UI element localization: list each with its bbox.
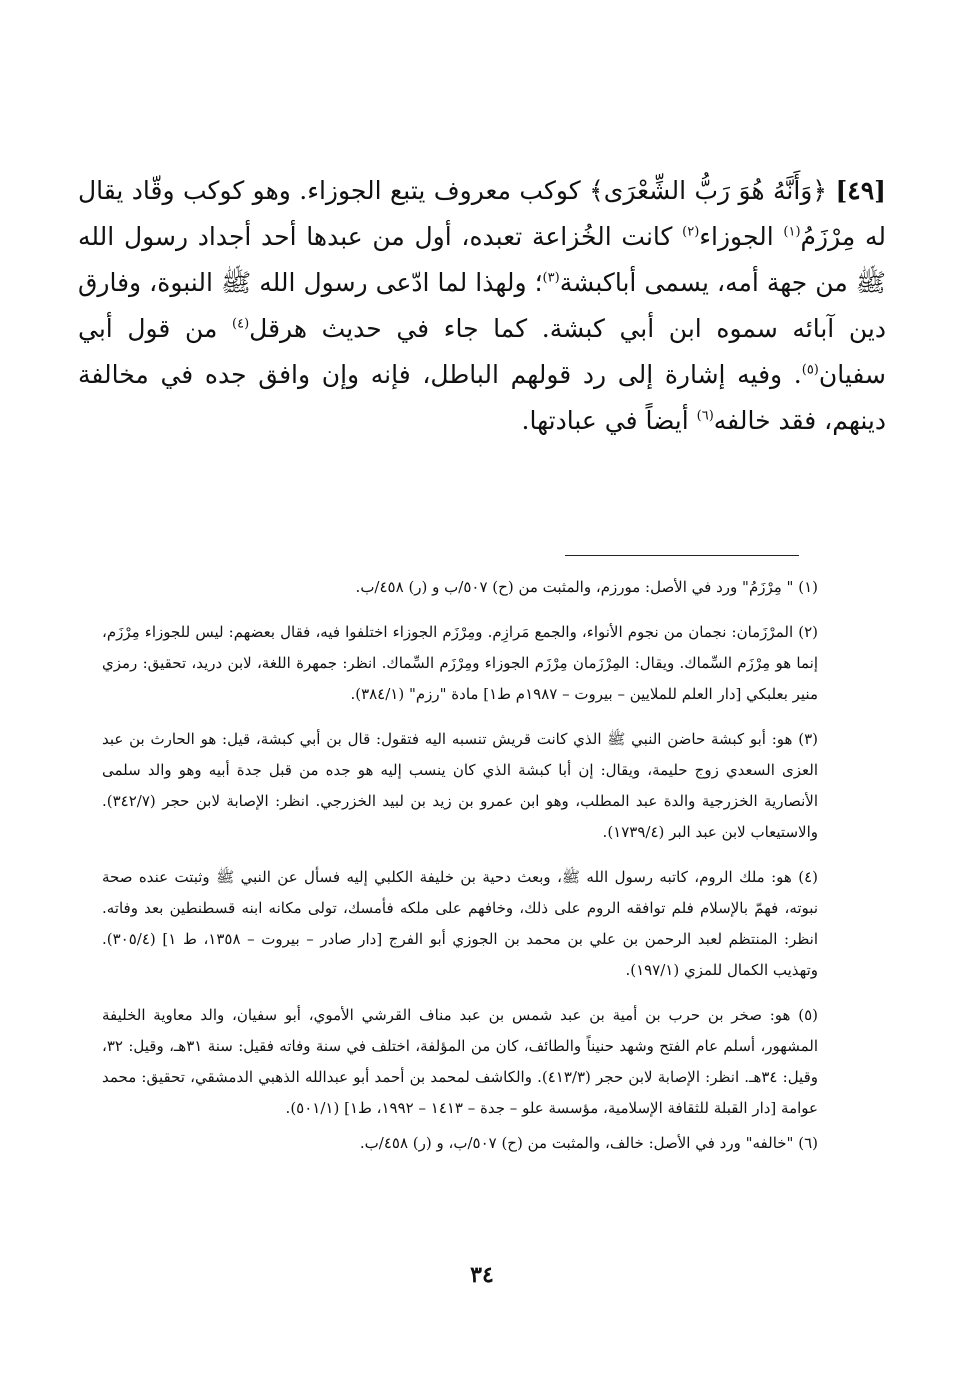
- text-segment: . وفيه إشارة إلى رد قولهم الباطل، فإنه وإن وافق جده في مخالفة دينهم، فقد خالفه: [78, 360, 886, 435]
- text-segment: من قول أبي سفيان: [78, 314, 886, 389]
- main-text-block: [78, 168, 886, 444]
- verse-number: [٤٩]: [835, 176, 886, 205]
- text-segment: أيضاً في عبادتها.: [521, 406, 697, 435]
- footnote-marker: (٥): [801, 362, 819, 378]
- footnote-marker: (٦): [696, 408, 714, 424]
- footnote-3: (٣) هو: أبو كبشة حاضن النبي ﷺ الذي كانت قريش تنسبه اليه فتقول: قال بن أبي كبشة، قيل: هو الحارث بن عبد العزى السعدي زوج حليمة، ويقال: إن أبا كبشة الذي كان ينسب إليه هو جده من قبل جدة أبيه وهو والد سلمى الأنصارية الخزرجية والدة عبد المطلب، وهو ابن عمرو بن زيد بن لبيد الخزرجي. انظر: الإصابة لابن حجر (٣٤٢/٧). والاستيعاب لابن عبد البر (١٧٣٩/٤).: [102, 730, 818, 841]
- footnote-5: (٥) هو: صخر بن حرب بن أمية بن عبد شمس بن عبد مناف القرشي الأموي، أبو سفيان، والد معاوية الخليفة المشهور، أسلم عام الفتح وشهد حنيناً والطائف، كان من المؤلفة، اختلف في سنة وفاته فقيل: سنة ٣١هـ، وقيل: ٣٢، وقيل: ٣٤هـ. انظر: الإصابة لابن حجر (٤١٣/٣). والكاشف لمحمد بن أحمد أبو عبدالله الذهبي الدمشقي، تحقيق: محمد عوامة [دار القبلة للثقافة الإسلامية، مؤسسة علو – جدة – ١٤١٣ – ١٩٩٢، ط١] (٥٠١/١).: [102, 1006, 819, 1117]
- text-segment: كانت الخُزاعة تعبده، أول من عبدها أحد أجداد رسول الله ﷺ من جهة أمه، يسمى أباكبشة: [78, 222, 886, 297]
- commentary-paragraph: [78, 168, 886, 444]
- text-segment: ؛ ولهذا لما ادّعى رسول الله ﷺ النبوة، وفارق دين آبائه سموه ابن أبي كبشة. كما جاء في حديث هرقل: [78, 268, 886, 343]
- footnote-2: (٢) المرْزَمان: نجمان من نجوم الأنواء، والجمع مَرازِم. ومِرْزَم الجوزاء اختلفوا فيه، فقال بعضهم: ليس للجوزاء مِرْزَم، إنما هو مِرْزَم السِّماك. ويقال: المِرْزَمان مِرْزَم الجوزاء ومِرْزَم السِّماك. انظر: جمهرة اللغة، لابن دريد، تحقيق: رمزي منير بعلبكي [دار العلم للملايين – بيروت – ١٩٨٧م ط١] مادة "رزم" (٣٨٤/١).: [102, 623, 818, 703]
- footnote-1: (١) " مِرْزَمُ" ورد في الأصل: مورزم، والمثبت من (ح) ٥٠٧/ب و (ر) ٤٥٨/ب.: [355, 578, 818, 596]
- footnote-divider: [565, 555, 799, 556]
- page-number: ٣٤: [470, 1262, 494, 1288]
- footnote-marker: (٢): [682, 224, 700, 240]
- text-segment: كوكب معروف يتبع الجوزاء. وهو كوكب وقّاد يقال له مِرْزَمُ: [78, 176, 886, 251]
- footnote-4: (٤) هو: ملك الروم، كاتبه رسول الله ﷺ، وبعث دحية بن خليفة الكلبي إليه فسأل عن النبي ﷺ وثبتت عنده صحة نبوته، فهمّ بالإسلام فلم توافقه الروم على ذلك، وخافهم على ملكه فأمسك، تولى مكانه ابنه قسطنطين بعد وفاته. انظر: المنتظم لعبد الرحمن بن علي بن محمد بن الجوزي أبو الفرج [دار صادر – بيروت – ١٣٥٨، ط ١] (٣٠٥/٤). وتهذيب الكمال للمزي (١٩٧/١).: [102, 868, 818, 979]
- footnotes-section: [102, 572, 818, 1173]
- footnote-6: (٦) "خالفه" ورد في الأصل: خالف، والمثبت من (ح) ٥٠٧/ب، و (ر) ٤٥٨/ب.: [359, 1134, 818, 1152]
- footnote-marker: (٣): [542, 270, 560, 286]
- quran-verse: ﴿وَأَنَّهُ هُوَ رَبُّ الشِّعْرَى﴾: [589, 176, 828, 205]
- text-segment: الجوزاء: [699, 222, 784, 251]
- footnote-marker: (١): [783, 224, 801, 240]
- footnote-marker: (٤): [232, 316, 250, 332]
